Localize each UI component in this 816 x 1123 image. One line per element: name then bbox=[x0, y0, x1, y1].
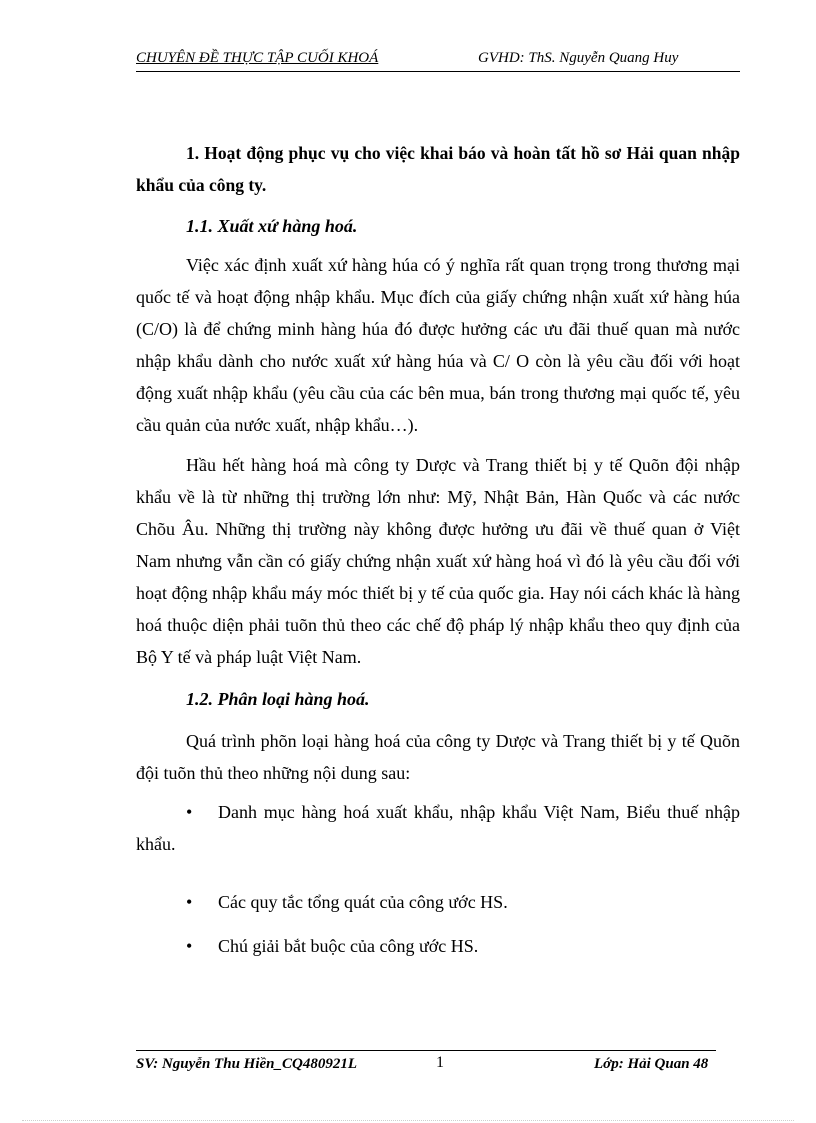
list-item bbox=[136, 930, 740, 962]
list-item bbox=[136, 796, 740, 860]
list-item-text: Các quy tắc tổng quát của công ước HS. bbox=[218, 892, 508, 912]
footer-student: SV: Nguyễn Thu Hiền_CQ480921L bbox=[136, 1056, 357, 1072]
header-advisor: GVHD: ThS. Nguyễn Quang Huy bbox=[478, 50, 679, 66]
page-number: 1 bbox=[436, 1054, 444, 1071]
list-item bbox=[136, 886, 740, 918]
paragraph-origin-2: Hầu hết hàng hoá mà công ty Dược và Trang thiết bị y tế Quõn đội nhập khẩu về là từ những thị trường lớn như: Mỹ, Nhật Bản, Hàn Quốc và các nước Chõu Âu. Những thị trường này không được hưởng ưu đãi về thuế quan ở Việt Nam nhưng vẫn cần có giấy chứng nhận xuất xứ hàng hoá vì đó là yêu cầu đối với hoạt động nhập khẩu máy móc thiết bị y tế của quốc gia. Hay nói cách khác là hàng hoá thuộc diện phải tuõn thủ theo các chế độ pháp lý nhập khẩu theo quy định của Bộ Y tế và pháp luật Việt Nam. bbox=[136, 455, 740, 667]
page-header bbox=[136, 48, 740, 72]
footer-class: Lớp: Hải Quan 48 bbox=[594, 1056, 709, 1072]
footer-rule bbox=[136, 1050, 716, 1051]
paragraph-classification-intro: Quá trình phõn loại hàng hoá của công ty Dược và Trang thiết bị y tế Quõn đội tuõn thủ theo những nội dung sau: bbox=[136, 731, 740, 783]
header-rule bbox=[136, 71, 740, 72]
page-edge-divider bbox=[22, 1120, 794, 1121]
bullet-icon: • bbox=[186, 802, 193, 822]
page-footer bbox=[136, 1054, 736, 1078]
bullet-icon: • bbox=[186, 892, 193, 912]
header-title: CHUYÊN ĐỀ THỰC TẬP CUỐI KHOÁ bbox=[136, 50, 379, 66]
bullet-icon: • bbox=[186, 936, 193, 956]
section-title: 1. Hoạt động phục vụ cho việc khai báo và hoàn tất hồ sơ Hải quan nhập khẩu của công ty. bbox=[136, 143, 740, 195]
subsection-title-classification: 1.2. Phân loại hàng hoá. bbox=[186, 689, 370, 709]
subsection-title-origin: 1.1. Xuất xứ hàng hoá. bbox=[186, 216, 358, 236]
list-item-text: Danh mục hàng hoá xuất khẩu, nhập khẩu Việt Nam, Biểu thuế nhập khẩu. bbox=[136, 802, 740, 854]
paragraph-origin-1: Việc xác định xuất xứ hàng húa có ý nghĩa rất quan trọng trong thương mại quốc tế và hoạt động nhập khẩu. Mục đích của giấy chứng nhận xuất xứ hàng húa (C/O) là để chứng minh hàng húa đó được hưởng các ưu đãi thuế quan mà nước nhập khẩu dành cho nước xuất xứ hàng húa và C/ O còn là yêu cầu đối với hoạt động xuất nhập khẩu (yêu cầu của các bên mua, bán trong thương mại quốc tế, yêu cầu quản của nước xuất, nhập khẩu…). bbox=[136, 255, 740, 435]
bullet-list bbox=[136, 796, 740, 962]
list-item-text: Chú giải bắt buộc của công ước HS. bbox=[218, 936, 479, 956]
